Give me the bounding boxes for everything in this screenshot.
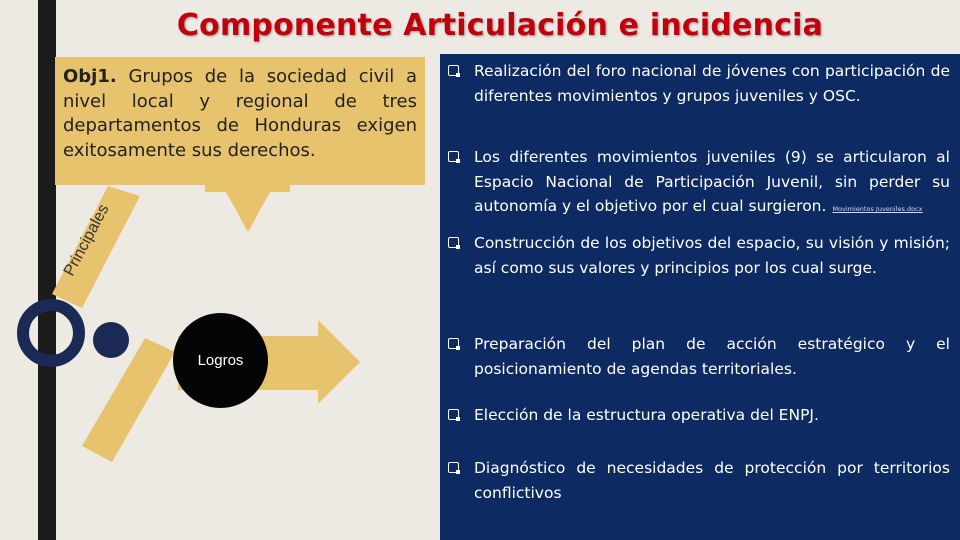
ring-shape [23, 305, 79, 361]
bullet-item [446, 403, 950, 428]
down-arrow-shape [205, 185, 290, 232]
checkbox-bullet-icon [448, 409, 459, 420]
checkbox-bullet-icon [448, 65, 459, 76]
bullet-text: Los diferentes movimientos juveniles (9) se articularon al Espacio Nacional de Participación Juvenil, sin perder su autonomía y el objetivo por el cual surgieron. [474, 148, 950, 215]
slide-title: Componente Articulación e incidencia [176, 8, 824, 43]
bullet-item [446, 231, 950, 280]
checkbox-bullet-icon [448, 462, 459, 473]
logros-label: Logros [197, 352, 244, 369]
bullet-text: Elección de la estructura operativa del ENPJ. [474, 406, 819, 424]
objective-box [55, 57, 425, 185]
principales-label: Principales [60, 201, 113, 279]
bullet-item [446, 332, 950, 381]
bullet-item [446, 59, 950, 108]
logros-circle [173, 313, 268, 408]
bullet-text: Realización del foro nacional de jóvenes con participación de diferentes movimientos y grupos juveniles y OSC. [474, 62, 950, 105]
bullet-text-wrapper [446, 145, 950, 222]
bullet-text: Preparación del plan de acción estratégico y el posicionamiento de agendas territoriales. [474, 335, 950, 378]
diagonal-band-lower [82, 338, 175, 462]
objective-label: Obj1. [63, 66, 117, 87]
bullet-item [446, 456, 950, 505]
checkbox-bullet-icon [448, 338, 459, 349]
document-link[interactable]: Movimientos Juveniles.docx [832, 205, 923, 213]
checkbox-bullet-icon [448, 151, 459, 162]
bullet-item [446, 145, 950, 222]
objective-text: Grupos de la sociedad civil a nivel local y regional de tres departamentos de Honduras exigen exitosamente sus derechos. [63, 66, 417, 161]
bullet-text: Diagnóstico de necesidades de protección por territorios conflictivos [474, 459, 950, 502]
dot-shape [93, 322, 129, 358]
bullet-text: Construcción de los objetivos del espacio, su visión y misión; así como sus valores y principios por los cual surge. [474, 234, 950, 277]
checkbox-bullet-icon [448, 237, 459, 248]
